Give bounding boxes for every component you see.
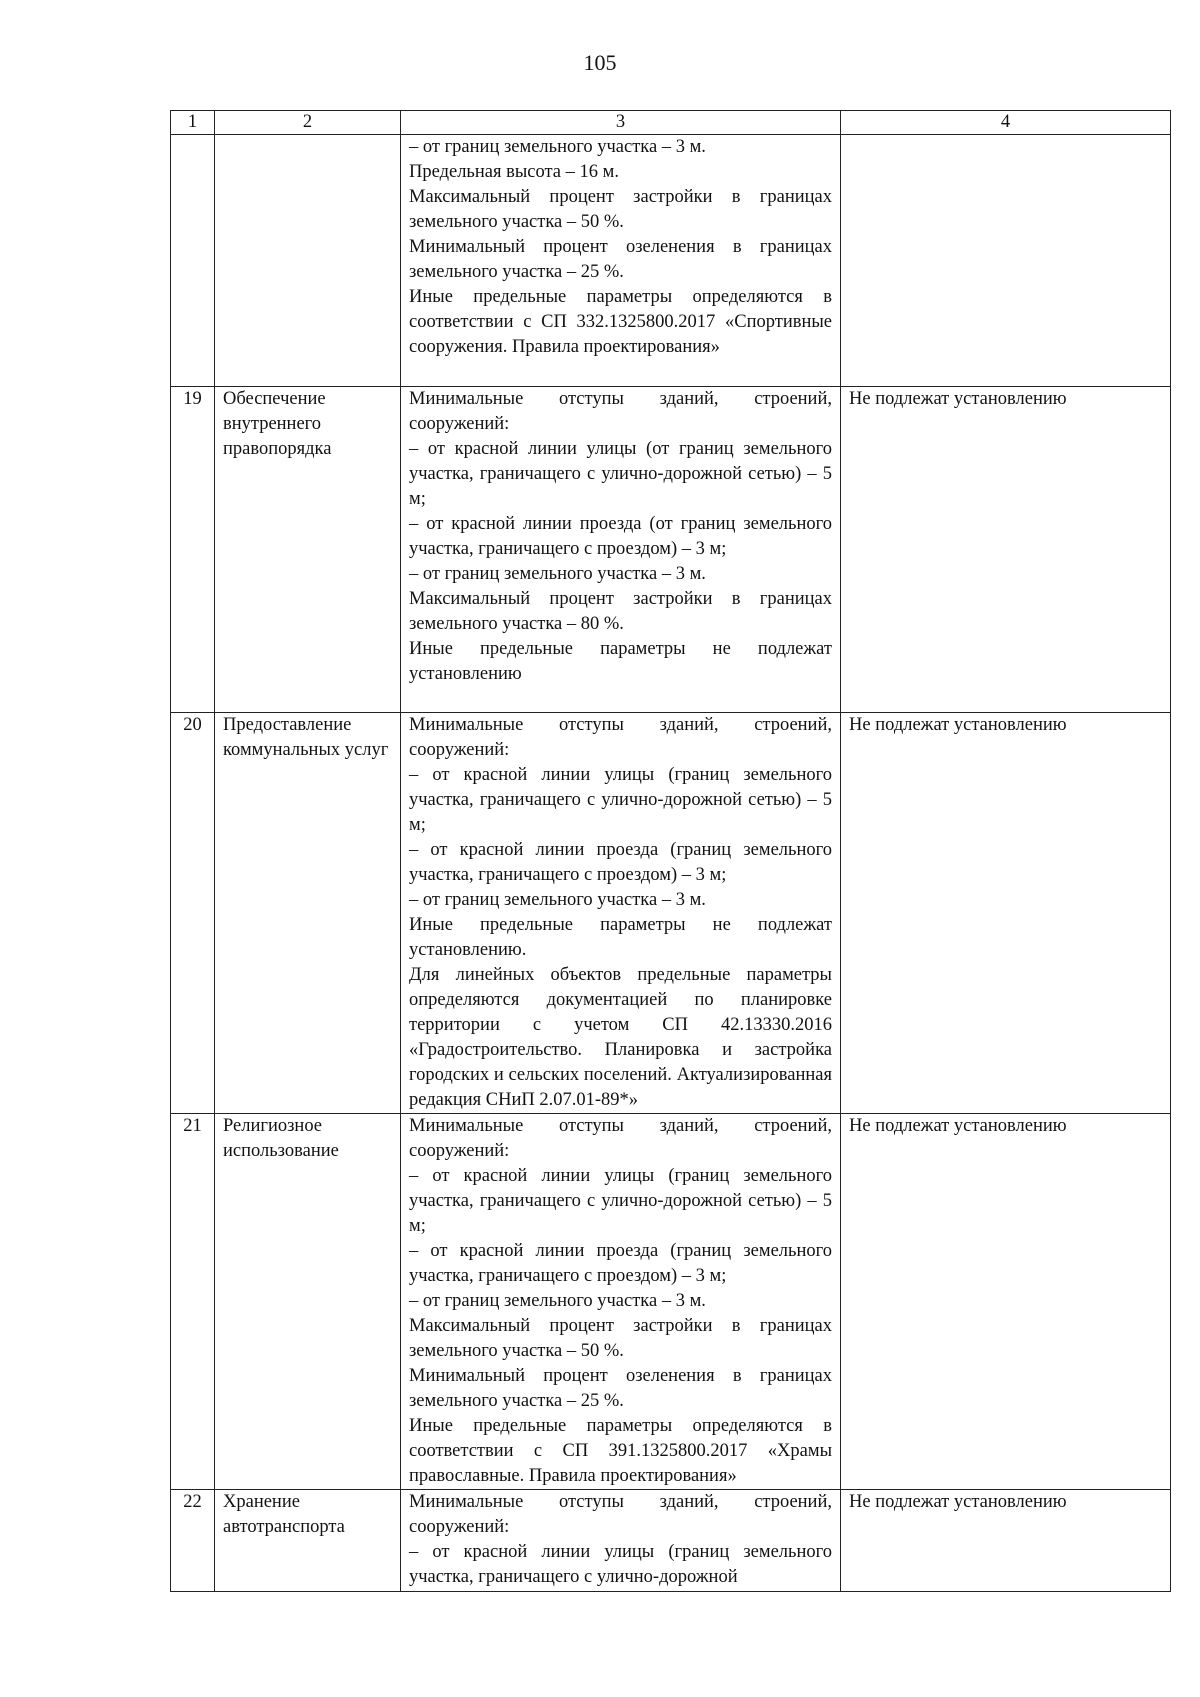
parameter-line: Иные предельные параметры не подлежат установлению [409, 639, 832, 684]
parameter-line: – от границ земельного участка – 3 м. [409, 137, 706, 157]
parameter-line: Максимальный процент застройки в границах земельного участка – 50 %. [409, 1316, 832, 1361]
header-col-1: 1 [171, 111, 215, 135]
use-type-name: Предоставление коммунальных услуг [215, 713, 401, 1114]
parameter-line: – от границ земельного участка – 3 м. [409, 564, 706, 584]
parameters-cell [401, 1490, 841, 1592]
row-number: 21 [171, 1114, 215, 1490]
use-type-name: Обеспечение внутреннего правопорядка [215, 387, 401, 713]
parameters-cell [401, 135, 841, 387]
table-row [171, 1490, 1171, 1592]
parameters-cell [401, 713, 841, 1114]
parameter-line: Для линейных объектов предельные параметры определяются документацией по планировке территории с учетом СП 42.13330.2016 «Градостроительство. Планировка и застройка городских и сельских поселений. Актуализированная редакция СНиП 2.07.01-89*» [409, 965, 832, 1110]
parameter-line: – от границ земельного участка – 3 м. [409, 1291, 706, 1311]
header-col-4: 4 [841, 111, 1171, 135]
parameter-line: Иные предельные параметры определяются в соответствии с СП 391.1325800.2017 «Храмы православные. Правила проектирования» [409, 1416, 832, 1486]
parameter-line: Минимальные отступы зданий, строений, сооружений: [409, 715, 832, 760]
table-row [171, 135, 1171, 387]
row-number: 19 [171, 387, 215, 713]
use-type-name: Религиозное использование [215, 1114, 401, 1490]
restrictions-note [841, 135, 1171, 387]
parameter-line: Максимальный процент застройки в границах земельного участка – 50 %. [409, 187, 832, 232]
parameters-cell [401, 1114, 841, 1490]
row-number: 20 [171, 713, 215, 1114]
table-row [171, 387, 1171, 713]
parameter-line: – от красной линии проезда (границ земельного участка, граничащего с проездом) – 3 м; [409, 1241, 832, 1286]
parameter-line: Максимальный процент застройки в границах земельного участка – 80 %. [409, 589, 832, 634]
parameter-line: – от красной линии проезда (от границ земельного участка, граничащего с проездом) – 3 м; [409, 514, 832, 559]
parameter-line: Минимальные отступы зданий, строений, сооружений: [409, 389, 832, 434]
restrictions-note: Не подлежат установлению [841, 1114, 1171, 1490]
header-col-2: 2 [215, 111, 401, 135]
use-type-name: Хранение автотранспорта [215, 1490, 401, 1592]
parameter-line: – от красной линии улицы (границ земельного участка, граничащего с улично-дорожной [409, 1542, 832, 1587]
restrictions-note: Не подлежат установлению [841, 713, 1171, 1114]
parameter-line: – от красной линии улицы (от границ земельного участка, граничащего с улично-дорожной сетью) – 5 м; [409, 439, 832, 509]
table-header-row [171, 111, 1171, 135]
restrictions-note: Не подлежат установлению [841, 1490, 1171, 1592]
restrictions-note: Не подлежат установлению [841, 387, 1171, 713]
table-row [171, 713, 1171, 1114]
regulations-table [170, 110, 1171, 1592]
parameter-line: Минимальные отступы зданий, строений, сооружений: [409, 1492, 832, 1537]
parameter-line: Минимальный процент озеленения в границах земельного участка – 25 %. [409, 1366, 832, 1411]
page-number: 105 [583, 50, 617, 75]
parameters-cell [401, 387, 841, 713]
parameter-line: Минимальный процент озеленения в границах земельного участка – 25 %. [409, 237, 832, 282]
row-number [171, 135, 215, 387]
row-number: 22 [171, 1490, 215, 1592]
header-col-3: 3 [401, 111, 841, 135]
use-type-name [215, 135, 401, 387]
table-row [171, 1114, 1171, 1490]
parameter-line: Минимальные отступы зданий, строений, сооружений: [409, 1116, 832, 1161]
parameter-line: – от красной линии проезда (границ земельного участка, граничащего с проездом) – 3 м; [409, 840, 832, 885]
parameter-line: Иные предельные параметры определяются в соответствии с СП 332.1325800.2017 «Спортивные сооружения. Правила проектирования» [409, 287, 832, 357]
parameter-line: – от границ земельного участка – 3 м. [409, 890, 706, 910]
parameter-line: Иные предельные параметры не подлежат установлению. [409, 915, 832, 960]
parameter-line: – от красной линии улицы (границ земельного участка, граничащего с улично-дорожной сетью) – 5 м; [409, 765, 832, 835]
parameter-line: – от красной линии улицы (границ земельного участка, граничащего с улично-дорожной сетью) – 5 м; [409, 1166, 832, 1236]
parameter-line: Предельная высота – 16 м. [409, 162, 619, 182]
